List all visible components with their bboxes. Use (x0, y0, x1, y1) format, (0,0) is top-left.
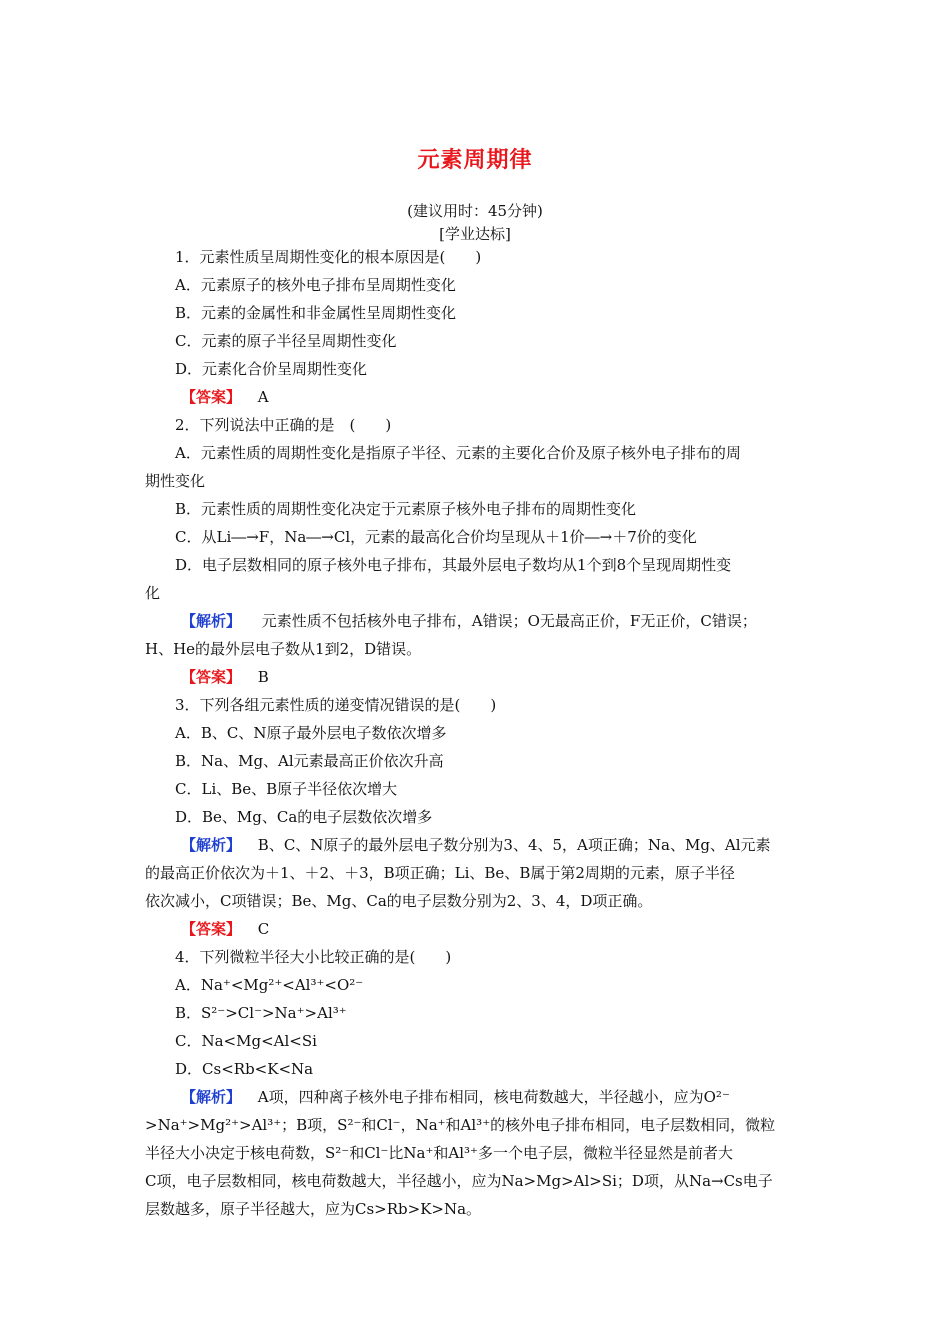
analysis-tag: 【解析】 (181, 612, 242, 630)
q1-option-a: A．元素原子的核外电子排布呈周期性变化 (175, 276, 456, 294)
q3-answer-value: C (257, 920, 270, 938)
q1-option-d: D．元素化合价呈周期性变化 (175, 360, 368, 378)
q3-option-c: C．Li、Be、B原子半径依次增大 (175, 780, 398, 798)
q1-option-c: C．元素的原子半径呈周期性变化 (175, 332, 397, 350)
q3-analysis-line2: 的最高正价依次为＋1、＋2、＋3，B项正确；Li、Be、B属于第2周期的元素，原子半径 (145, 864, 735, 882)
q2-option-a-line1: A．元素性质的周期性变化是指原子半径、元素的主要化合价及原子核外电子排布的周 (175, 444, 741, 462)
q1-answer-value: A (257, 388, 269, 406)
q2-analysis-line2: H、He的最外层电子数从1到2，D错误。 (145, 640, 422, 658)
q4-analysis-line5: 层数越多，原子半径越大，应为Cs>Rb>K>Na。 (145, 1200, 482, 1218)
q1-answer (181, 387, 269, 407)
q3-analysis-text1: B、C、N原子的最外层电子数分别为3、4、5，A项正确；Na、Mg、Al元素 (257, 836, 771, 854)
q2-analysis-line1 (181, 611, 757, 631)
q4-analysis-line4: C项，电子层数相同，核电荷数越大，半径越小，应为Na>Mg>Al>Si；D项，从Na→Cs电子 (145, 1172, 773, 1190)
q4-analysis-line3: 半径大小决定于核电荷数，S²⁻和Cl⁻比Na⁺和Al³⁺多一个电子层，微粒半径显然是前者大 (145, 1144, 733, 1162)
q3-analysis-line3: 依次减小，C项错误；Be、Mg、Ca的电子层数分别为2、3、4，D项正确。 (145, 892, 653, 910)
q2-option-a-line2: 期性变化 (145, 472, 206, 490)
section-heading: [学业达标] (439, 225, 511, 243)
q1-option-b: B．元素的金属性和非金属性呈周期性变化 (175, 304, 457, 322)
q2-option-c: C．从Li―→F，Na―→Cl，元素的最高化合价均呈现从＋1价―→＋7价的变化 (175, 528, 697, 546)
q3-answer (181, 919, 269, 939)
q4-option-d: D．Cs<Rb<K<Na (175, 1060, 314, 1078)
q3-analysis-line1 (181, 835, 771, 855)
answer-tag: 【答案】 (181, 668, 242, 686)
q1-stem: 1．元素性质呈周期性变化的根本原因是( ) (175, 248, 482, 266)
q3-stem: 3．下列各组元素性质的递变情况错误的是( ) (175, 696, 497, 714)
answer-tag: 【答案】 (181, 920, 242, 938)
answer-tag: 【答案】 (181, 388, 242, 406)
q4-analysis-text1: A项，四种离子核外电子排布相同，核电荷数越大，半径越小，应为O²⁻ (257, 1088, 730, 1106)
q3-option-a: A．B、C、N原子最外层电子数依次增多 (175, 724, 447, 742)
time-note: (建议用时：45分钟) (407, 202, 543, 220)
q4-option-a: A．Na⁺<Mg²⁺<Al³⁺<O²⁻ (175, 976, 364, 994)
analysis-tag: 【解析】 (181, 836, 242, 854)
page-title: 元素周期律 (417, 147, 533, 173)
q4-analysis-line1 (181, 1087, 730, 1107)
analysis-tag: 【解析】 (181, 1088, 242, 1106)
q4-option-c: C．Na<Mg<Al<Si (175, 1032, 317, 1050)
q4-option-b: B．S²⁻>Cl⁻>Na⁺>Al³⁺ (175, 1004, 347, 1022)
q2-answer (181, 667, 269, 687)
q3-option-b: B．Na、Mg、Al元素最高正价依次升高 (175, 752, 444, 770)
q2-option-d-line2: 化 (145, 584, 161, 602)
q2-answer-value: B (257, 668, 269, 686)
q2-analysis-text1: 元素性质不包括核外电子排布，A错误；O无最高正价，F无正价，C错误； (261, 612, 757, 630)
q2-stem: 2．下列说法中正确的是 ( ) (175, 416, 392, 434)
q2-option-d-line1: D．电子层数相同的原子核外电子排布，其最外层电子数均从1个到8个呈现周期性变 (175, 556, 732, 574)
q3-option-d: D．Be、Mg、Ca的电子层数依次增多 (175, 808, 433, 826)
q4-analysis-line2: >Na⁺>Mg²⁺>Al³⁺；B项，S²⁻和Cl⁻，Na⁺和Al³⁺的核外电子排布相同，电子层数相同，微粒 (145, 1116, 776, 1134)
q2-option-b: B．元素性质的周期性变化决定于元素原子核外电子排布的周期性变化 (175, 500, 637, 518)
q4-stem: 4．下列微粒半径大小比较正确的是( ) (175, 948, 452, 966)
